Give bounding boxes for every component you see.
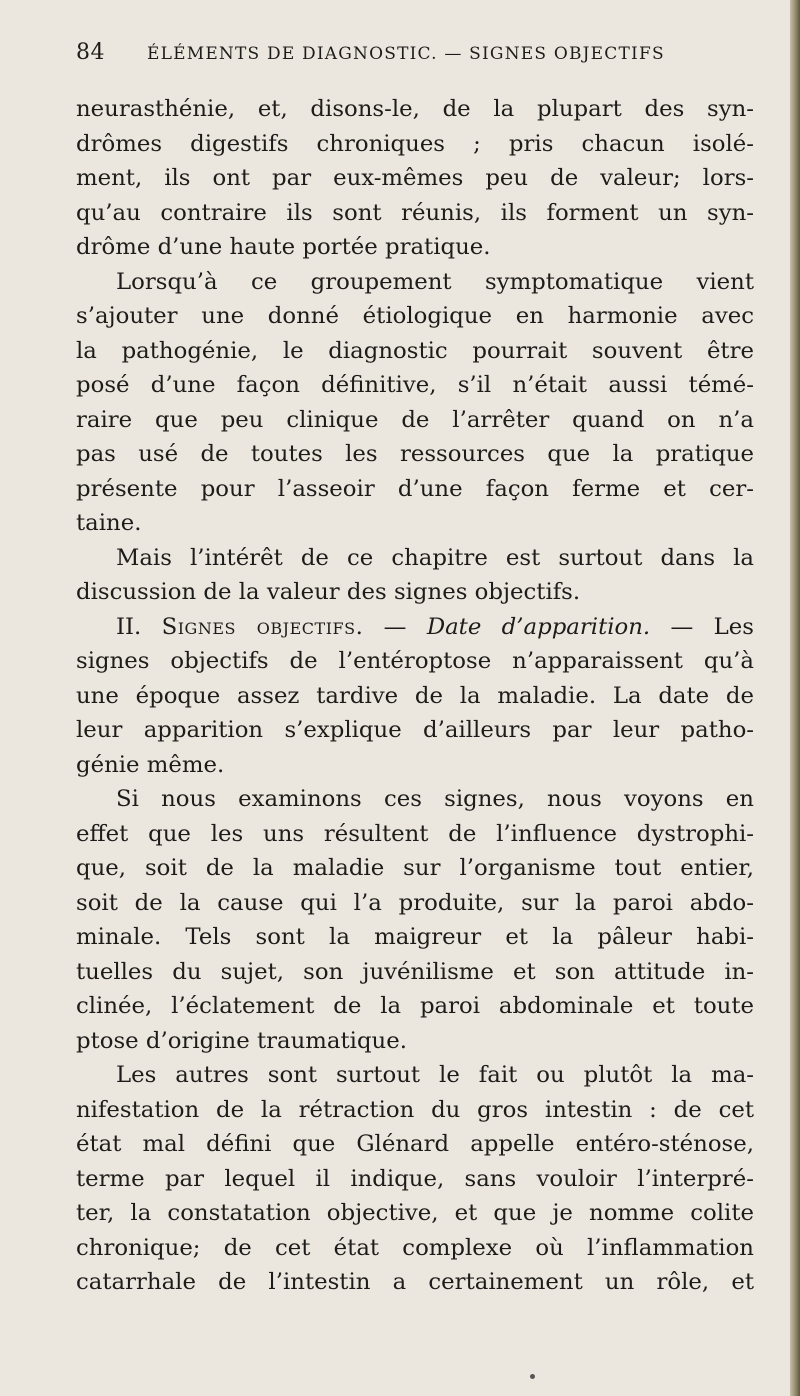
section-numeral: II. [116,613,142,640]
page-number: 84 [76,40,105,65]
ink-speck [530,1374,535,1379]
text-line: une époque assez tardive de la maladie. La date de [76,682,754,709]
text-line: leur apparition s’explique d’ailleurs par leur patho- [76,717,754,743]
text-line: s’ajouter une donné étiologique en harmonie avec [76,303,754,329]
section-heading-line [76,610,754,645]
text-line: ptose d’origine traumatique. [76,1027,407,1054]
section-subheading: Date d’apparition. [426,613,651,640]
text-line: catarrhale de l’intestin a certainement un rôle, et [76,1269,754,1295]
text-line: la pathogénie, le diagnostic pourrait souvent être [76,337,754,364]
text-line: tuelles du sujet, son juvénilisme et son attitude in- [76,958,754,985]
text-line: chronique; de cet état complexe où l’inflammation [76,1234,754,1261]
text-line: ter, la constatation objective, et que je nomme colite [76,1200,754,1226]
text-line: taine. [76,510,142,536]
text-line: que, soit de la maladie sur l’organisme tout entier, [76,855,754,881]
body-text [76,92,754,1300]
text-line: neurasthénie, et, disons-le, de la plupart des syn- [76,96,754,122]
text-line: drômes digestifs chroniques ; pris chacun isolé- [76,130,754,157]
text-line: signes objectifs de l’entéroptose n’apparaissent qu’à [76,648,754,674]
text-line: clinée, l’éclatement de la paroi abdominale et toute [76,993,754,1019]
book-spine-edge [790,0,800,1396]
text-line: qu’au contraire ils sont réunis, ils forment un syn- [76,199,754,226]
running-title: ÉLÉMENTS DE DIAGNOSTIC. — SIGNES OBJECTIFS [147,44,665,64]
text-line: posé d’une façon définitive, s’il n’était aussi témé- [76,372,754,398]
text-line: état mal défini que Glénard appelle entéro-sténose, [76,1131,754,1157]
text-line: présente pour l’asseoir d’une façon ferme et cer- [76,475,754,502]
section-heading: Signes objectifs. [161,613,364,640]
text-line: drôme d’une haute portée pratique. [76,234,491,260]
text-line: raire que peu clinique de l’arrêter quand on n’a [76,406,754,433]
page-header [76,40,756,65]
text-line: effet que les uns résultent de l’influence dystrophi- [76,820,754,847]
text-line: génie même. [76,751,225,778]
text-line: ment, ils ont par eux-mêmes peu de valeur; lors- [76,165,754,191]
text-line: Lorsqu’à ce groupement symptomatique vient [116,268,754,295]
text-line: nifestation de la rétraction du gros intestin : de cet [76,1096,754,1123]
text-line: Les autres sont surtout le fait ou plutôt la ma- [116,1062,754,1088]
text-line: minale. Tels sont la maigreur et la pâleur habi- [76,924,754,950]
heading-dash: — [383,613,407,640]
text-line: pas usé de toutes les ressources que la pratique [76,441,754,467]
text-line: terme par lequel il indique, sans vouloir l’interpré- [76,1165,754,1192]
section-tail: — Les [670,613,754,640]
text-line: soit de la cause qui l’a produite, sur la paroi abdo- [76,889,754,916]
text-line: Mais l’intérêt de ce chapitre est surtout dans la [116,544,754,571]
text-line: Si nous examinons ces signes, nous voyons en [116,786,754,812]
text-line: discussion de la valeur des signes objectifs. [76,579,581,605]
